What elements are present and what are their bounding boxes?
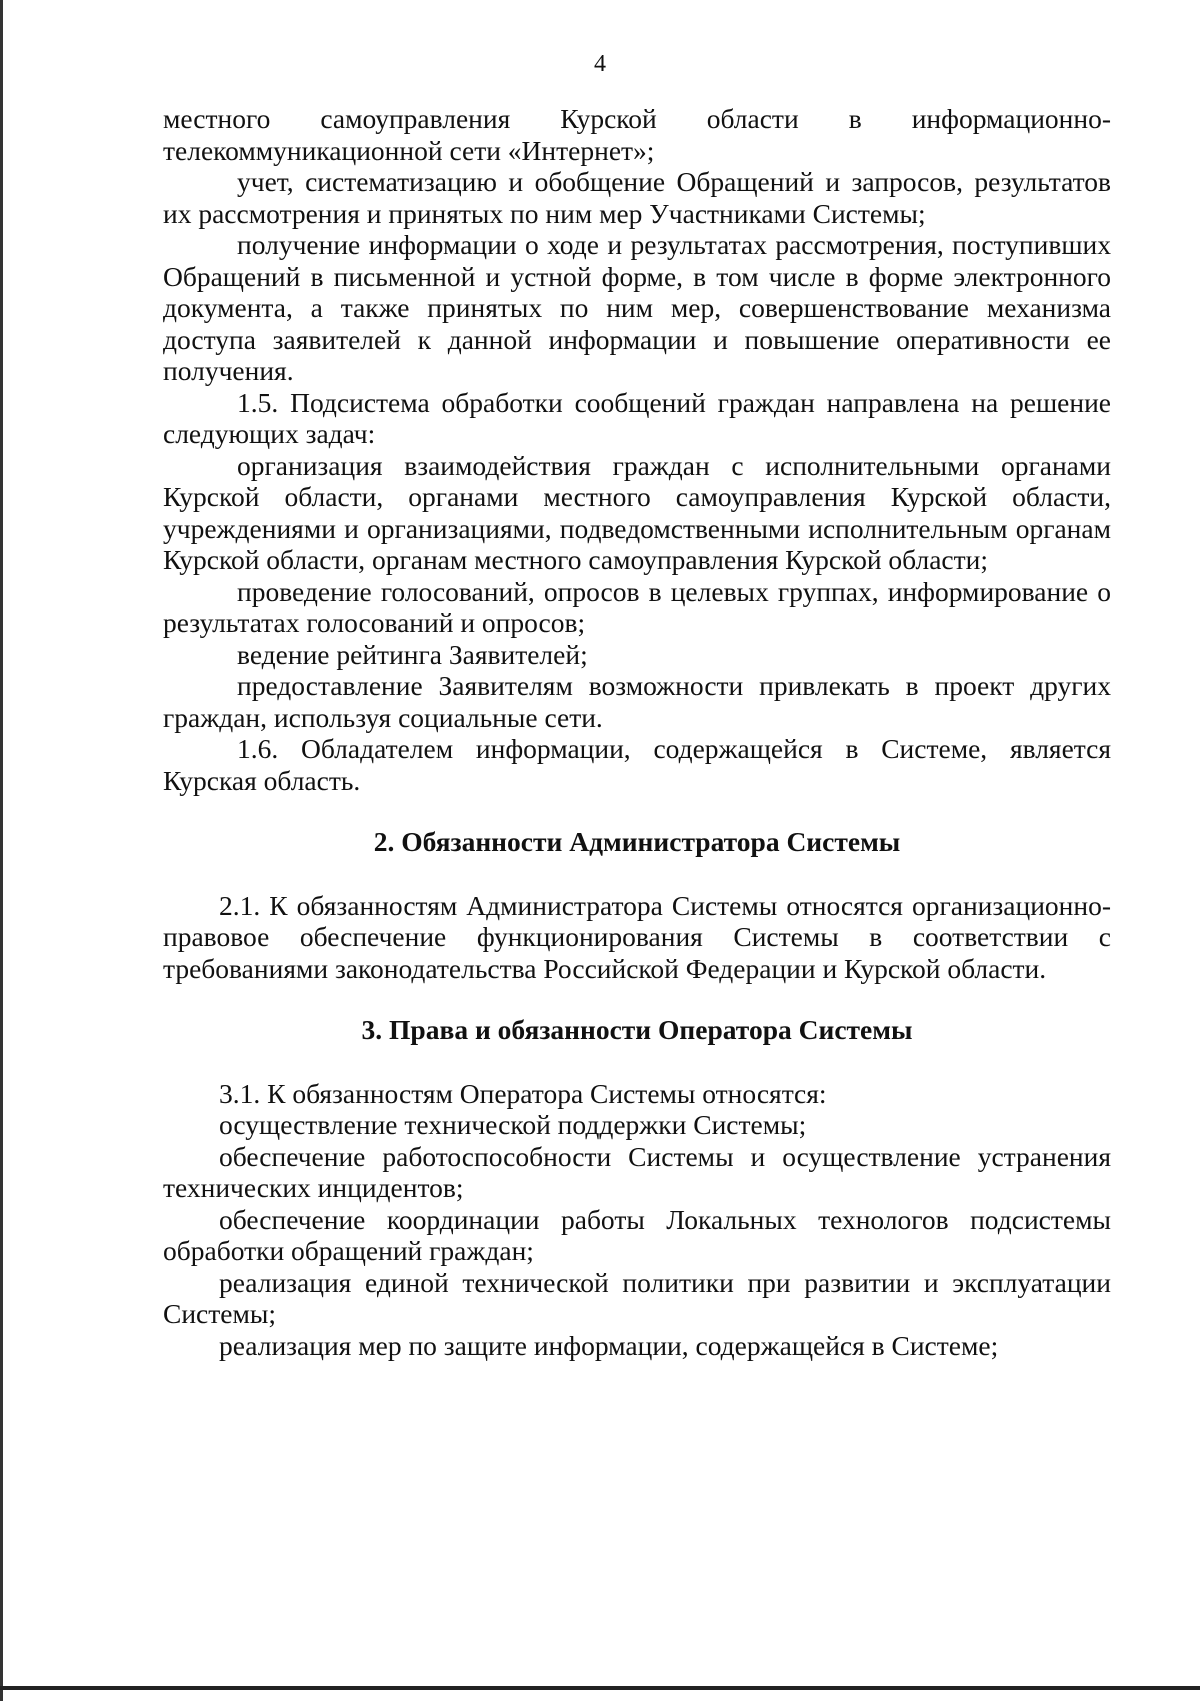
section-3-heading: 3. Права и обязанности Оператора Системы xyxy=(361,1014,913,1045)
section-2-heading: 2. Обязанности Администратора Системы xyxy=(373,826,901,857)
paragraph-operability: обеспечение работоспособности Системы и осуществление устранения технических инцидентов; xyxy=(163,1140,1111,1203)
document-body xyxy=(163,103,1111,1361)
paragraph-information-receipt: получение информации о ходе и результатах рассмотрения, поступивших Обращений в письменной и устной форме, в том числе в форме электронного документа, а также принятых по ним мер, совершенствование механизма доступа заявителей к данной информации и повышение оперативности ее получения. xyxy=(163,229,1111,386)
paragraph-voting: проведение голосований, опросов в целевых группах, информирование о результатах голосований и опросов; xyxy=(163,575,1111,638)
paragraph-2-1: 2.1. К обязанностям Администратора Системы относятся организационно-правовое обеспечение функционирования Системы в соответствии с требованиями законодательства Российской Федерации и Курской области. xyxy=(163,889,1111,984)
paragraph-coordination: обеспечение координации работы Локальных технологов подсистемы обработки обращений граждан; xyxy=(163,1203,1111,1266)
paragraph-1-6: 1.6. Обладателем информации, содержащейся в Системе, является Курская область. xyxy=(163,733,1111,796)
paragraph-accounting: учет, систематизацию и обобщение Обращений и запросов, результатов их рассмотрения и принятых по ним мер Участниками Системы; xyxy=(163,166,1111,229)
paragraph-social-networks: предоставление Заявителям возможности привлекать в проект других граждан, используя социальные сети. xyxy=(163,670,1111,733)
paragraph-rating: ведение рейтинга Заявителей; xyxy=(237,638,588,670)
scan-left-edge xyxy=(0,0,3,1701)
paragraph-information-protection: реализация мер по защите информации, содержащейся в Системе; xyxy=(219,1329,999,1361)
paragraph-tech-support: осуществление технической поддержки Системы; xyxy=(219,1109,807,1140)
spacer xyxy=(163,858,1111,890)
paragraph-interaction-organization: организация взаимодействия граждан с исполнительными органами Курской области, органами местного самоуправления Курской области, учреждениями и организациями, подведомственными исполнительным органам Курской области, органам местного самоуправления Курской области; xyxy=(163,449,1111,575)
spacer xyxy=(163,1046,1111,1078)
spacer xyxy=(163,984,1111,1014)
page-number: 4 xyxy=(594,51,606,77)
scan-bottom-edge xyxy=(0,1686,1200,1690)
paragraph-intro-continuation: местного самоуправления Курской области в информационно-телекоммуникационной сети «Интернет»; xyxy=(163,103,1111,166)
paragraph-1-5: 1.5. Подсистема обработки сообщений граждан направлена на решение следующих задач: xyxy=(163,386,1111,449)
paragraph-3-1: 3.1. К обязанностям Оператора Системы относятся: xyxy=(219,1077,827,1109)
paragraph-technical-policy: реализация единой технической политики при развитии и эксплуатации Системы; xyxy=(163,1266,1111,1329)
spacer xyxy=(163,796,1111,826)
